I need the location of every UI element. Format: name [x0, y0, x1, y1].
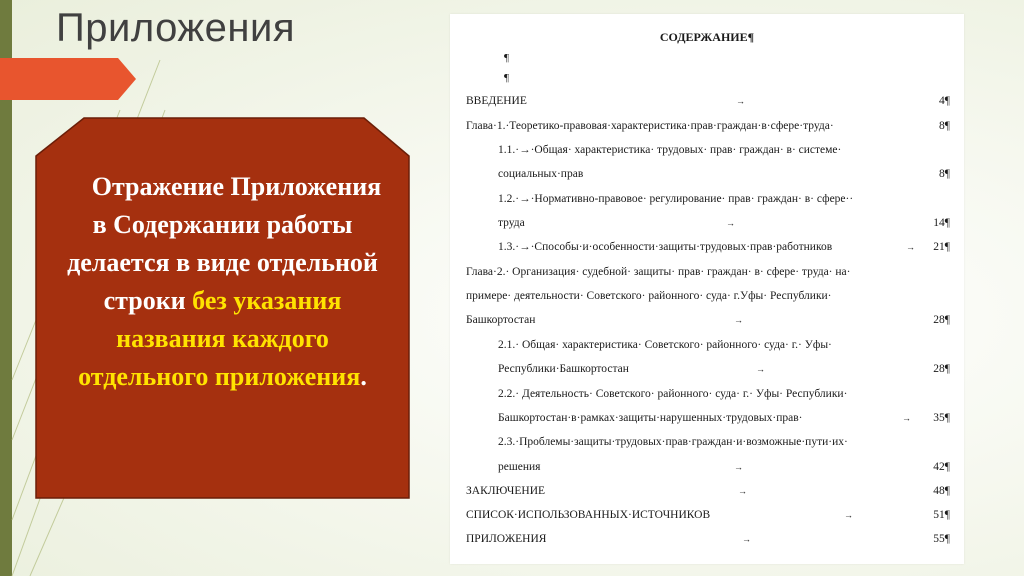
tab-arrow: → — [738, 486, 747, 496]
callout-text — [56, 168, 389, 396]
toc-line: ЗАКЛЮЧЕНИЕ → 48¶ — [466, 485, 950, 497]
toc-line: Глава·1.·Теоретико-правовая·характеристика·прав·граждан·в·сфере·труда· 8¶ — [466, 120, 950, 132]
toc-line: ПРИЛОЖЕНИЯ → 55¶ — [466, 533, 950, 545]
callout-text-highlight: без указания названия каждого отдельного приложения — [78, 286, 361, 391]
toc-line: Республики·Башкортостан → 28¶ — [498, 363, 950, 375]
toc-line: ВВЕДЕНИЕ → 4¶ — [466, 95, 950, 107]
toc-heading: СОДЕРЖАНИЕ¶ — [659, 30, 755, 44]
pilcrow-mark: ¶ — [504, 52, 509, 64]
toc-line: 2.3.·Проблемы·защиты·трудовых·прав·граждан·и·возможные·пути·их· — [498, 436, 848, 448]
title-arrow-shape — [0, 58, 136, 100]
toc-line: примере· деятельности· Советского· районного· суда· г.Уфы· Республики· — [466, 290, 832, 302]
tab-arrow: → — [736, 96, 745, 106]
toc-line: социальных·прав 8¶ — [498, 168, 950, 180]
toc-line: труда → 14¶ — [498, 217, 950, 229]
toc-line: 1.3.·→·Способы·и·особенности·защиты·трудовых·прав·работников → 21¶ — [498, 241, 950, 253]
tab-arrow: → — [906, 242, 915, 252]
toc-line: 2.2.· Деятельность· Советского· районного· суда· г.· Уфы· Республики· — [498, 388, 848, 400]
toc-line: 1.2.·→·Нормативно-правовое· регулирование· прав· граждан· в· сфере·· — [498, 193, 854, 205]
tab-arrow: → — [844, 510, 853, 520]
toc-line: СПИСОК·ИСПОЛЬЗОВАННЫХ·ИСТОЧНИКОВ → 51¶ — [466, 509, 950, 521]
slide-title: Приложения — [56, 6, 296, 50]
tab-arrow: → — [742, 534, 751, 544]
toc-line: Глава·2.· Организация· судебной· защиты· прав· граждан· в· сфере· труда· на· — [466, 266, 851, 278]
toc-line: решения → 42¶ — [498, 461, 950, 473]
toc-line: Башкортостан·в·рамках·защиты·нарушенных·трудовых·прав· → 35¶ — [498, 412, 950, 424]
tab-arrow: → — [756, 364, 765, 374]
tab-arrow: → — [726, 218, 735, 228]
toc-line: 1.1.·→·Общая· характеристика· трудовых· прав· граждан· в· системе· — [498, 144, 842, 156]
toc-line: Башкортостан → 28¶ — [466, 314, 950, 326]
tab-arrow: → — [902, 413, 911, 423]
callout-box — [34, 116, 411, 500]
callout-text-main: Отражение Приложения в Содержании работы делается в виде отдельной строки — [67, 172, 382, 315]
toc-line: 2.1.· Общая· характеристика· Советского· районного· суда· г.· Уфы· — [498, 339, 832, 351]
tab-arrow: → — [734, 462, 743, 472]
tab-arrow: → — [734, 315, 743, 325]
pilcrow-mark: ¶ — [504, 72, 509, 84]
callout-text-end: . — [360, 362, 367, 391]
document-screenshot — [450, 14, 964, 564]
